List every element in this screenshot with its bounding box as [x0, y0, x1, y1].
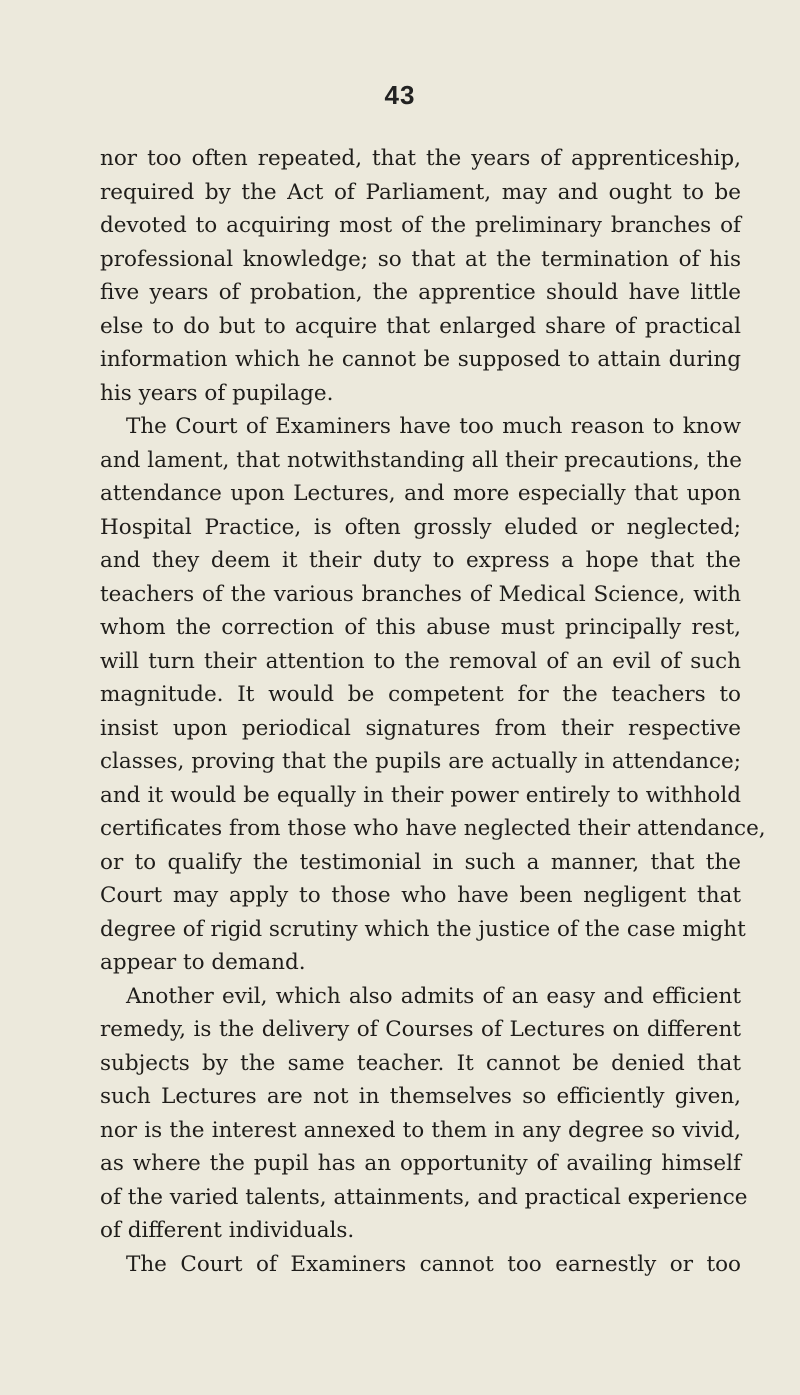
text-line: his years of pupilage. [100, 380, 334, 406]
text-line: of the varied talents, attainments, and practical experience [100, 1184, 748, 1210]
text-line: else to do but to acquire that enlarged share of practical [100, 313, 741, 339]
text-line: and lament, that notwithstanding all their precautions, the [100, 447, 742, 473]
text-line: professional knowledge; so that at the termination of his [100, 246, 741, 272]
text-line: remedy, is the delivery of Courses of Lectures on different [100, 1017, 741, 1042]
text-line: devoted to acquiring most of the preliminary branches of [100, 213, 741, 238]
text-line: teachers of the various branches of Medical Science, with [100, 581, 741, 607]
text-line: and they deem it their duty to express a hope that the [100, 548, 741, 573]
text-line: The Court of Examiners cannot too earnestly or too [126, 1251, 741, 1277]
text-line: will turn their attention to the removal of an evil of such [100, 648, 741, 674]
text-line: five years of probation, the apprentice should have little [100, 280, 741, 305]
body-text [100, 142, 766, 1281]
text-line: and it would be equally in their power entirely to withhold [100, 782, 741, 808]
text-line: whom the correction of this abuse must principally rest, [100, 615, 741, 640]
text-line: appear to demand. [100, 950, 306, 975]
text-line: of different individuals. [100, 1218, 355, 1243]
text-line: as where the pupil has an opportunity of availing himself [100, 1151, 741, 1176]
text-line: degree of rigid scrutiny which the justice of the case might [100, 916, 746, 942]
text-line: such Lectures are not in themselves so efficiently given, [100, 1084, 741, 1109]
text-line: magnitude. It would be competent for the teachers to [100, 682, 741, 707]
text-line: nor too often repeated, that the years of apprenticeship, [100, 146, 741, 171]
page-number: 43 [384, 80, 416, 110]
text-line: information which he cannot be supposed to attain during [100, 347, 741, 372]
text-line: attendance upon Lectures, and more especially that upon [100, 481, 741, 506]
text-line: nor is the interest annexed to them in any degree so vivid, [100, 1117, 741, 1143]
text-line: or to qualify the testimonial in such a manner, that the [100, 849, 741, 875]
text-line: insist upon periodical signatures from their respective [100, 715, 741, 741]
text-line: Hospital Practice, is often grossly eluded or neglected; [100, 514, 741, 540]
text-line: subjects by the same teacher. It cannot be denied that [100, 1050, 741, 1076]
text-line: required by the Act of Parliament, may and ought to be [100, 179, 741, 205]
text-line: Court may apply to those who have been negligent that [100, 883, 741, 908]
text-line: classes, proving that the pupils are actually in attendance; [100, 749, 741, 774]
text-line: The Court of Examiners have too much reason to know [126, 414, 741, 439]
text-line: certificates from those who have neglected their attendance, [100, 816, 766, 841]
text-line: Another evil, which also admits of an easy and efficient [126, 983, 741, 1009]
